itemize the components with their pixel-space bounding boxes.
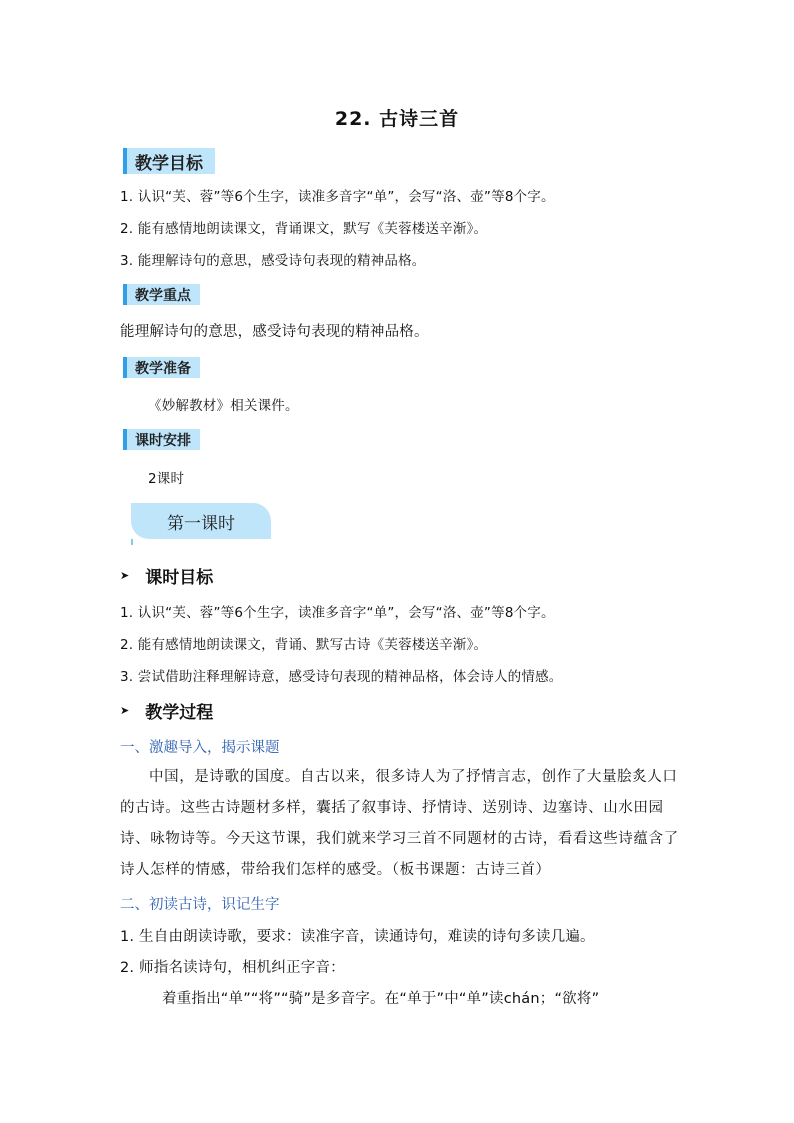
section-label: 教学准备 <box>127 357 200 378</box>
goal-item: 1. 认识“芙、蓉”等6个生字，读准多音字“单”，会写“洛、壶”等8个字。 <box>120 189 555 205</box>
section-label: 课时安排 <box>127 429 200 450</box>
part2-note: 着重指出“单”“将”“骑”是多音字。在“单于”中“单”读chán；“欲将” <box>162 991 600 1007</box>
lesson-goal-item: 1. 认识“芙、蓉”等6个生字，读准多音字“单”，会写“洛、壶”等8个字。 <box>120 605 555 621</box>
page-title: 22. 古诗三首 <box>334 108 460 130</box>
focus-text: 能理解诗句的意思，感受诗句表现的精神品格。 <box>120 324 429 340</box>
header-text: 课时目标 <box>145 568 214 588</box>
lesson-tab-label: 第一课时 <box>167 513 235 534</box>
arrow-bullet-icon: ➤ <box>120 569 130 582</box>
part2-heading: 二、初读古诗，识记生字 <box>120 897 280 913</box>
schedule-text: 2课时 <box>148 471 185 487</box>
arrow-bullet-icon: ➤ <box>120 704 130 717</box>
part2-item: 1. 生自由朗读诗歌，要求：读准字音，读通诗句，难读的诗句多读几遍。 <box>120 929 595 945</box>
goal-item: 2. 能有感情地朗读课文，背诵课文，默写《芙蓉楼送辛渐》。 <box>120 221 488 237</box>
header-text: 教学过程 <box>145 703 214 723</box>
part1-paragraph: 中国，是诗歌的国度。自古以来，很多诗人为了抒情言志，创作了大量脍炙人口的古诗。这些古诗题材多样，囊括了叙事诗、抒情诗、送别诗、边塞诗、山水田园诗、咏物诗等。今天这节课，我们就来学习三首不同题材的古诗，看看这些诗蕴含了诗人怎样的情感，带给我们怎样的感受。（板书课题：古诗三首） <box>120 769 679 878</box>
section-schedule-heading <box>123 429 200 450</box>
lesson-tab <box>131 503 271 539</box>
lesson-goal-item: 3. 尝试借助注释理解诗意，感受诗句表现的精神品格，体会诗人的情感。 <box>120 669 563 685</box>
lesson-goals-header <box>120 563 213 588</box>
prep-text: 《妙解教材》相关课件。 <box>148 398 299 414</box>
section-prep-heading <box>123 357 200 378</box>
section-focus-heading <box>123 284 200 305</box>
process-header <box>120 698 213 723</box>
part2-item: 2. 师指名读诗句，相机纠正字音： <box>120 960 345 976</box>
goal-item: 3. 能理解诗句的意思，感受诗句表现的精神品格。 <box>120 253 426 269</box>
section-goals-heading <box>123 148 215 174</box>
section-label: 教学重点 <box>127 284 200 305</box>
section-label: 教学目标 <box>127 148 215 174</box>
lesson-tab-tail <box>131 539 133 545</box>
lesson-goal-item: 2. 能有感情地朗读课文，背诵、默写古诗《芙蓉楼送辛渐》。 <box>120 637 488 653</box>
part1-heading: 一、激趣导入，揭示课题 <box>120 740 280 756</box>
